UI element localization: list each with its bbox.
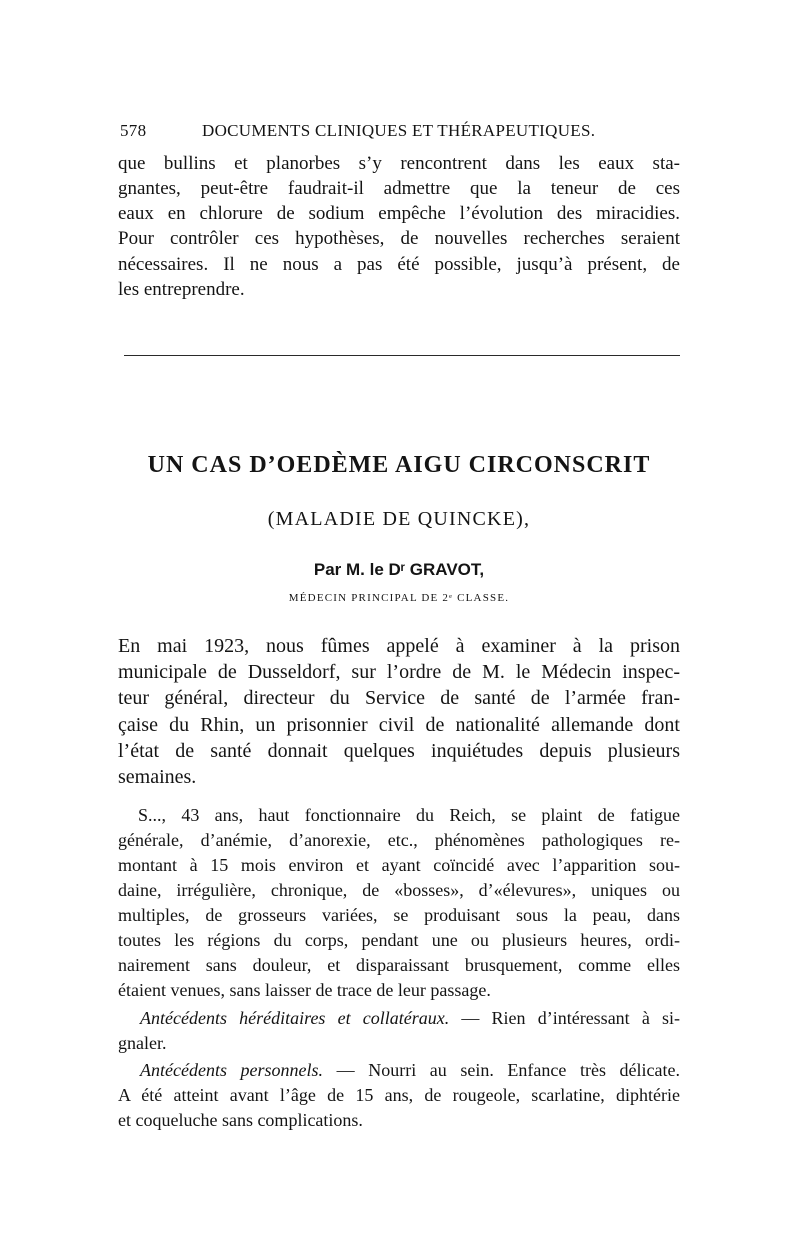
personal-heading: Antécédents personnels.	[140, 1060, 324, 1080]
paragraph-line: montant à 15 mois environ et ayant coïncidé avec l’apparition sou-	[118, 855, 680, 875]
paragraph-line: nécessaires. Il ne nous a pas été possible, jusqu’à présent, de	[118, 254, 680, 275]
paragraph-line: les entreprendre.	[118, 279, 245, 300]
paragraph-line	[140, 1006, 680, 1030]
author-affiliation: MÉDECIN PRINCIPAL DE 2ᵉ CLASSE.	[288, 592, 510, 604]
paragraph-line: l’état de santé donnait quelques inquiétudes depuis plusieurs	[118, 740, 680, 762]
running-header	[120, 121, 680, 145]
paragraph-line: toutes les régions du corps, pendant une ou plusieurs heures, ordi-	[118, 930, 680, 950]
paragraph-line: gnantes, peut-être faudrait-il admettre que la teneur de ces	[118, 178, 680, 199]
hereditary-text: — Rien d’intéressant à si-	[449, 1008, 680, 1028]
paragraph-line: eaux en chlorure de sodium empêche l’évolution des miracidies.	[118, 203, 680, 224]
paragraph-line: daine, irrégulière, chronique, de «bosses», d’«élevures», uniques ou	[118, 880, 680, 900]
paragraph-line: multiples, de grosseurs variées, se produisant sous la peau, dans	[118, 905, 680, 925]
section-divider	[124, 355, 680, 356]
paragraph-line: gnaler.	[118, 1033, 167, 1053]
paragraph-line: En mai 1923, nous fûmes appelé à examiner à la prison	[118, 635, 680, 657]
author-byline: Par M. le Dʳ GRAVOT,	[313, 560, 485, 579]
paragraph-line	[140, 1058, 680, 1082]
article-subtitle: (MALADIE DE QUINCKE),	[267, 508, 531, 530]
running-header-title: DOCUMENTS CLINIQUES ET THÉRAPEUTIQUES.	[202, 121, 596, 140]
paragraph-line: que bullins et planorbes s’y rencontrent dans les eaux sta-	[118, 153, 680, 174]
paragraph-line: A été atteint avant l’âge de 15 ans, de rougeole, scarlatine, diphtérie	[118, 1085, 680, 1105]
paragraph-line: semaines.	[118, 766, 197, 788]
paragraph-line: Pour contrôler ces hypothèses, de nouvelles recherches seraient	[118, 228, 680, 249]
paragraph-line: teur général, directeur du Service de santé de l’armée fran-	[118, 687, 680, 709]
paragraph-line: étaient venues, sans laisser de trace de leur passage.	[118, 980, 491, 1000]
article-title: UN CAS D’OEDÈME AIGU CIRCONSCRIT	[147, 452, 651, 478]
paragraph-line: çaise du Rhin, un prisonnier civil de nationalité allemande dont	[118, 714, 680, 736]
paragraph-line: S..., 43 ans, haut fonctionnaire du Reich, se plaint de fatigue	[138, 805, 680, 825]
paragraph-line: et coqueluche sans complications.	[118, 1110, 363, 1130]
paragraph-line: nairement sans douleur, et disparaissant brusquement, comme elles	[118, 955, 680, 975]
paragraph-line: générale, d’anémie, d’anorexie, etc., phénomènes pathologiques re-	[118, 830, 680, 850]
hereditary-heading: Antécédents héréditaires et collatéraux.	[140, 1008, 450, 1028]
page-number: 578	[120, 121, 147, 140]
paragraph-line: municipale de Dusseldorf, sur l’ordre de M. le Médecin inspec-	[118, 661, 680, 683]
personal-text: — Nourri au sein. Enfance très délicate.	[323, 1060, 680, 1080]
